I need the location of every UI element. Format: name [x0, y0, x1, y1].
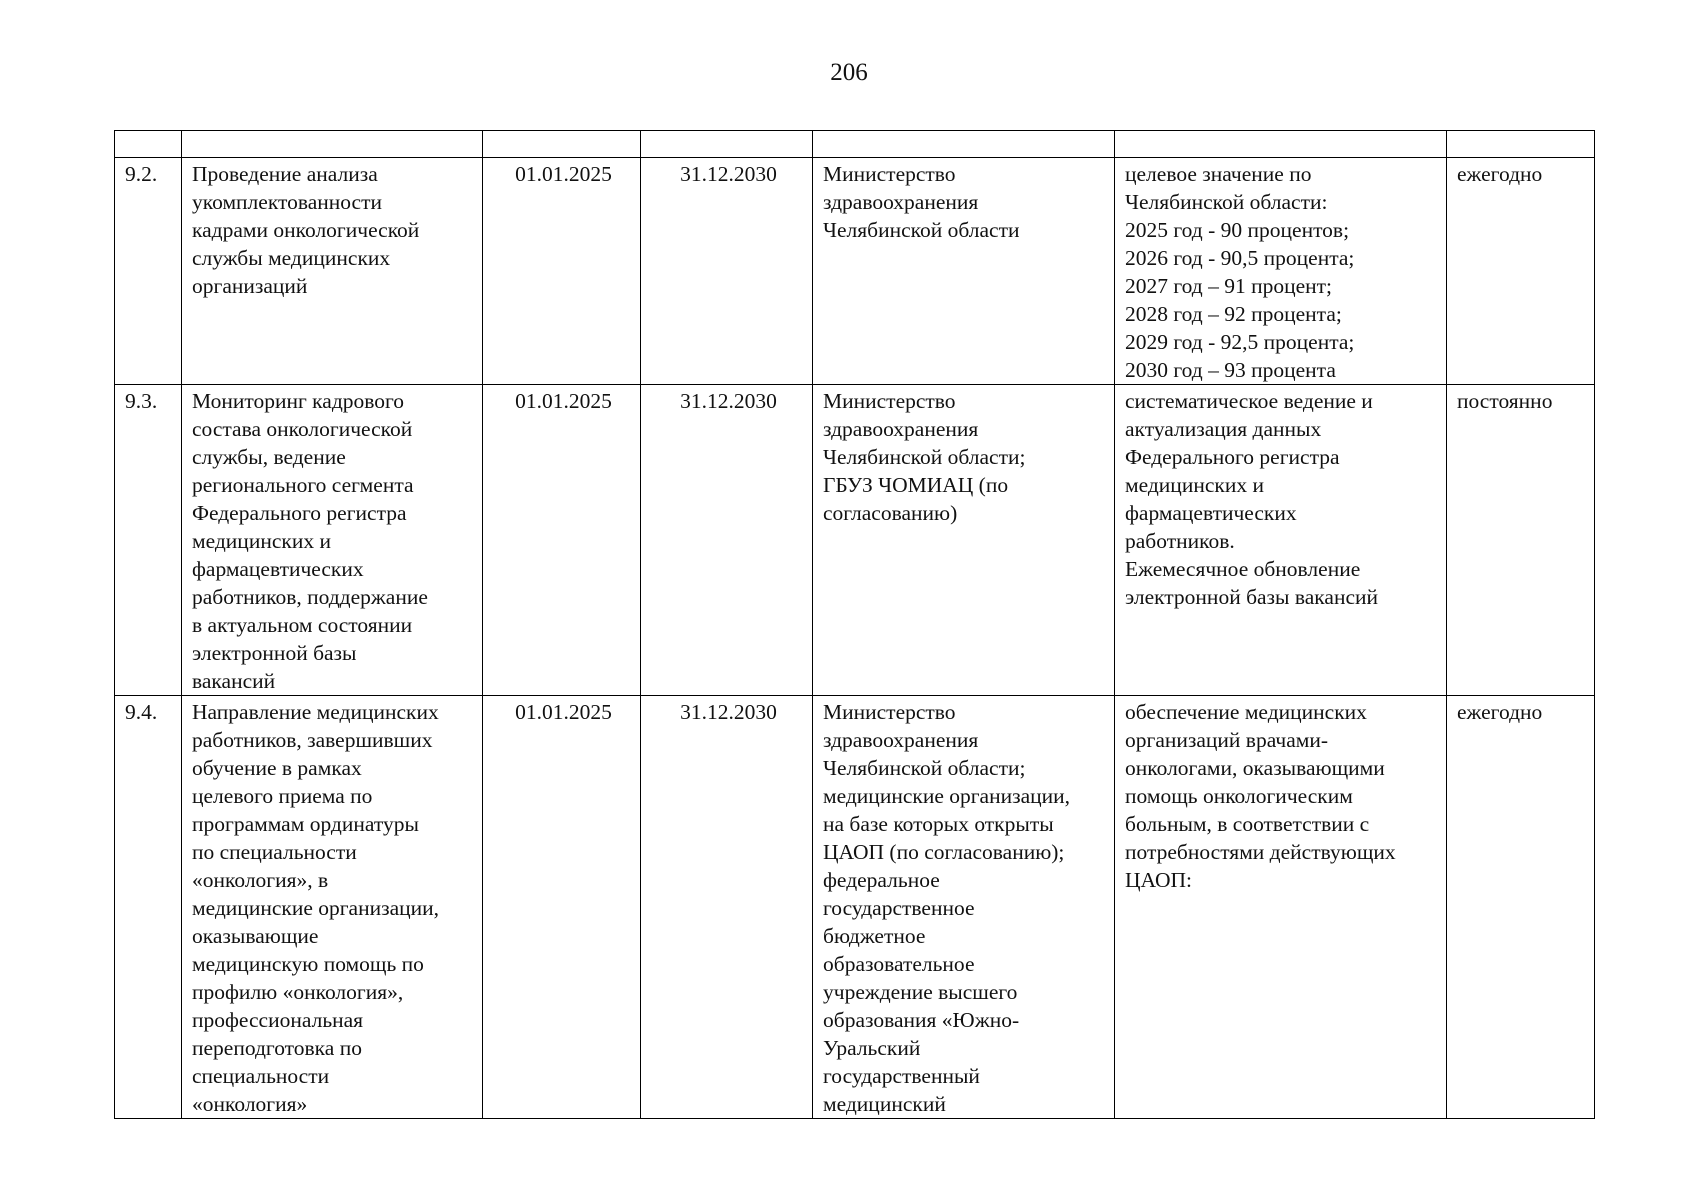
responsible-line: Министерство [823, 389, 956, 413]
event-line: Направление медицинских [192, 700, 439, 724]
result-line: Федерального регистра [1125, 445, 1340, 469]
header-cell [483, 131, 641, 158]
result-line: целевое значение по [1125, 162, 1312, 186]
table-header-row [115, 131, 1595, 158]
event-line: вакансий [192, 669, 276, 693]
header-cell [813, 131, 1115, 158]
event-line: оказывающие [192, 924, 319, 948]
responsible-cell [813, 696, 1115, 1119]
result-line: ЦАОП: [1125, 868, 1193, 892]
table-row [115, 696, 1595, 1119]
event-line: программам ординатуры [192, 812, 419, 836]
responsible-cell [813, 385, 1115, 696]
result-line: 2029 год - 92,5 процента; [1125, 330, 1355, 354]
responsible-line: федеральное [823, 868, 940, 892]
responsible-line: Челябинской области; [823, 445, 1026, 469]
row-number-cell: 9.2. [115, 158, 182, 385]
event-line: работников, завершивших [192, 728, 433, 752]
responsible-line: бюджетное [823, 924, 926, 948]
row-number-cell: 9.3. [115, 385, 182, 696]
responsible-line: здравоохранения [823, 417, 979, 441]
responsible-line: Челябинской области; [823, 756, 1026, 780]
event-line: службы, ведение [192, 445, 346, 469]
period-cell: ежегодно [1447, 158, 1595, 385]
result-line: 2027 год – 91 процент; [1125, 274, 1333, 298]
responsible-line: согласованию) [823, 501, 958, 525]
result-cell [1115, 696, 1447, 1119]
period-cell: ежегодно [1447, 696, 1595, 1119]
result-line: потребностями действующих [1125, 840, 1396, 864]
result-line: электронной базы вакансий [1125, 585, 1379, 609]
period-cell: постоянно [1447, 385, 1595, 696]
result-cell [1115, 158, 1447, 385]
header-cell [1447, 131, 1595, 158]
table-row [115, 385, 1595, 696]
start-date-cell: 01.01.2025 [483, 158, 641, 385]
event-line: переподготовка по [192, 1036, 362, 1060]
responsible-line: медицинский [823, 1092, 946, 1116]
result-line: помощь онкологическим [1125, 784, 1353, 808]
responsible-line: на базе которых открыты [823, 812, 1054, 836]
result-line: медицинских и [1125, 473, 1264, 497]
result-line: больным, в соответствии с [1125, 812, 1370, 836]
result-line: 2025 год - 90 процентов; [1125, 218, 1350, 242]
event-line: специальности [192, 1064, 330, 1088]
page-number: 206 [830, 59, 868, 86]
result-cell [1115, 385, 1447, 696]
event-line: Мониторинг кадрового [192, 389, 405, 413]
event-line: регионального сегмента [192, 473, 414, 497]
event-line: по специальности [192, 840, 357, 864]
responsible-line: образовательное [823, 952, 975, 976]
responsible-line: Челябинской области [823, 218, 1020, 242]
event-line: медицинские организации, [192, 896, 440, 920]
result-line: фармацевтических [1125, 501, 1297, 525]
event-cell [182, 385, 483, 696]
row-number-cell: 9.4. [115, 696, 182, 1119]
start-date-cell: 01.01.2025 [483, 385, 641, 696]
start-date-cell: 01.01.2025 [483, 696, 641, 1119]
end-date-cell: 31.12.2030 [641, 385, 813, 696]
event-line: в актуальном состоянии [192, 613, 413, 637]
result-line: онкологами, оказывающими [1125, 756, 1385, 780]
event-cell [182, 696, 483, 1119]
event-line: профилю «онкология», [192, 980, 404, 1004]
header-cell [641, 131, 813, 158]
responsible-line: Уральский [823, 1036, 921, 1060]
result-line: 2030 год – 93 процента [1125, 358, 1336, 382]
result-line: организаций врачами- [1125, 728, 1329, 752]
event-line: электронной базы [192, 641, 357, 665]
responsible-line: государственный [823, 1064, 980, 1088]
event-line: медицинских и [192, 529, 331, 553]
table-row [115, 158, 1595, 385]
responsible-line: ГБУЗ ЧОМИАЦ (по [823, 473, 1009, 497]
event-line: «онкология», в [192, 868, 329, 892]
result-line: систематическое ведение и [1125, 389, 1373, 413]
event-line: организаций [192, 274, 308, 298]
event-line: состава онкологической [192, 417, 413, 441]
responsible-line: ЦАОП (по согласованию); [823, 840, 1065, 864]
event-line: обучение в рамках [192, 756, 362, 780]
end-date-cell: 31.12.2030 [641, 158, 813, 385]
result-line: 2028 год – 92 процента; [1125, 302, 1342, 326]
result-line: 2026 год - 90,5 процента; [1125, 246, 1355, 270]
responsible-line: здравоохранения [823, 728, 979, 752]
header-cell [182, 131, 483, 158]
responsible-line: медицинские организации, [823, 784, 1071, 808]
result-line: актуализация данных [1125, 417, 1322, 441]
responsible-line: образования «Южно- [823, 1008, 1020, 1032]
measures-table [114, 130, 1595, 1119]
responsible-cell [813, 158, 1115, 385]
responsible-line: учреждение высшего [823, 980, 1018, 1004]
event-line: службы медицинских [192, 246, 391, 270]
responsible-line: Министерство [823, 700, 956, 724]
event-line: работников, поддержание [192, 585, 428, 609]
event-line: профессиональная [192, 1008, 364, 1032]
event-line: Федерального регистра [192, 501, 407, 525]
header-cell [115, 131, 182, 158]
result-line: Челябинской области: [1125, 190, 1328, 214]
event-line: кадрами онкологической [192, 218, 420, 242]
responsible-line: Министерство [823, 162, 956, 186]
responsible-line: здравоохранения [823, 190, 979, 214]
header-cell [1115, 131, 1447, 158]
event-line: целевого приема по [192, 784, 373, 808]
event-line: медицинскую помощь по [192, 952, 424, 976]
end-date-cell: 31.12.2030 [641, 696, 813, 1119]
result-line: Ежемесячное обновление [1125, 557, 1361, 581]
event-line: Проведение анализа [192, 162, 378, 186]
result-line: работников. [1125, 529, 1235, 553]
event-line: фармацевтических [192, 557, 364, 581]
event-line: укомплектованности [192, 190, 383, 214]
responsible-line: государственное [823, 896, 975, 920]
result-line: обеспечение медицинских [1125, 700, 1367, 724]
event-cell [182, 158, 483, 385]
event-line: «онкология» [192, 1092, 308, 1116]
